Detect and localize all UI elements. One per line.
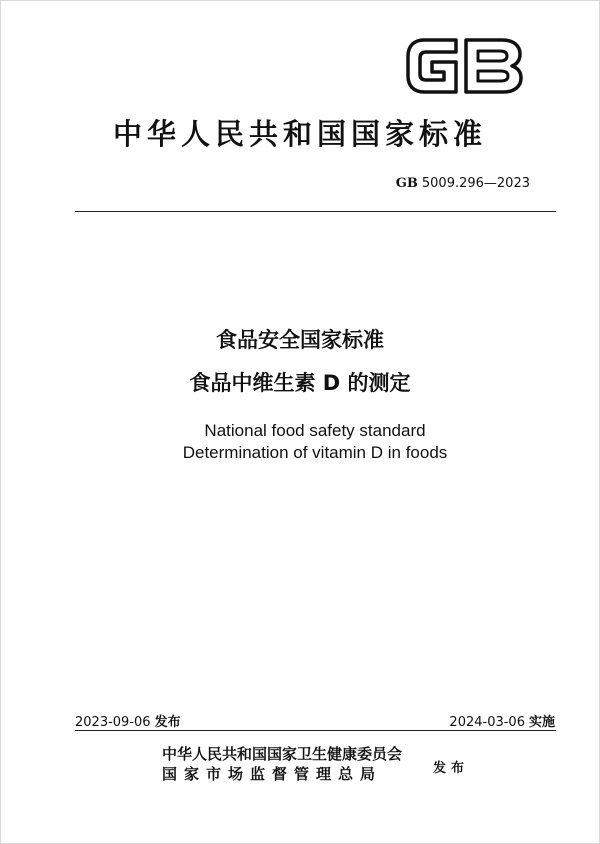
- implementation-date-label: 实施: [528, 715, 555, 730]
- footer-divider: [75, 730, 556, 731]
- standard-number: [396, 176, 530, 191]
- header-divider: [75, 211, 556, 212]
- gb-logo-icon: [402, 34, 526, 98]
- english-title-line-2: Determination of vitamin D in foods: [182, 443, 448, 462]
- chinese-title-line-1: 食品安全国家标准: [216, 328, 384, 352]
- issuer-samr: 国家市场监督管理总局: [162, 765, 383, 783]
- standard-prefix: GB: [395, 176, 418, 191]
- implementation-date-value: 2024-03-06: [449, 715, 525, 730]
- implementation-date: [449, 711, 555, 730]
- english-title-line-1: National food safety standard: [204, 421, 426, 440]
- issue-date-value: 2023-09-06: [75, 715, 151, 730]
- publish-label: 发布: [433, 761, 470, 776]
- issuer-block: [162, 744, 402, 784]
- country-standard-title: 中华人民共和国国家标准: [112, 117, 487, 151]
- standard-code: 5009.296—2023: [421, 176, 530, 191]
- chinese-title-line-2: 食品中维生素 D 的测定: [189, 371, 411, 395]
- issue-date-label: 发布: [154, 715, 181, 730]
- issuer-nhc: 中华人民共和国国家卫生健康委员会: [162, 745, 403, 763]
- issue-date: [75, 711, 181, 730]
